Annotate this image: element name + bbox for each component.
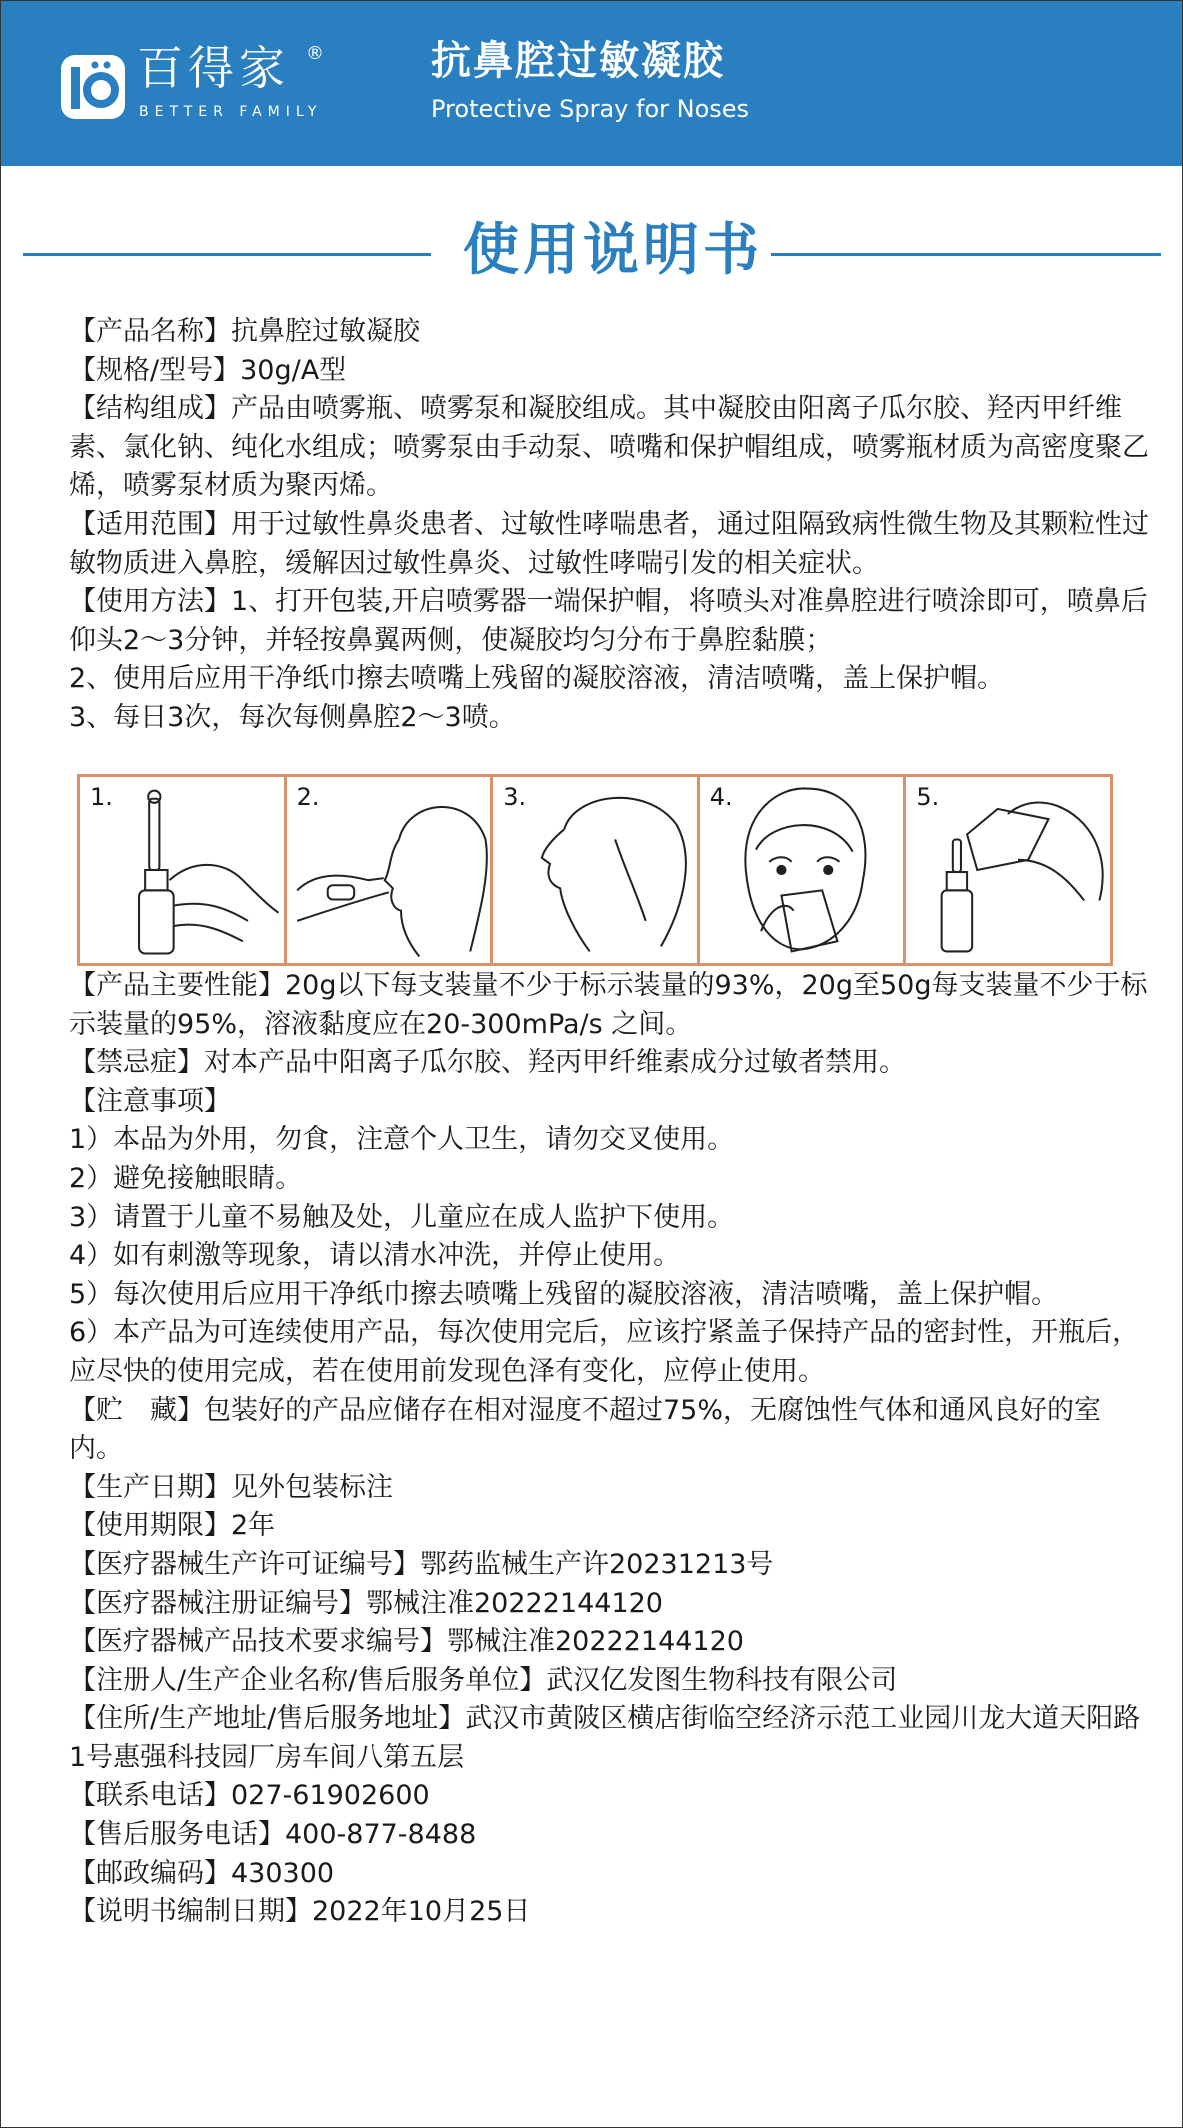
paragraph: 【产品主要性能】20g以下每支装量不少于标示装量的93%，20g至50g每支装量不少于标示装量的95%，溶液黏度应在20-300mPa/s 之间。 <box>69 970 1148 1040</box>
step-5-panel <box>906 777 1110 963</box>
brand-logo-icon <box>59 53 127 121</box>
paragraph: 【适用范围】用于过敏性鼻炎患者、过敏性哮喘患者，通过阻隔致病性微生物及其颗粒性过敏物质进入鼻腔，缓解因过敏性鼻炎、过敏性哮喘引发的相关症状。 <box>69 508 1149 579</box>
paragraph: 4）如有刺激等现象，请以清水冲洗，并停止使用。 <box>69 1240 681 1272</box>
product-name-en: Protective Spray for Noses <box>431 95 750 123</box>
step-4-panel <box>700 777 907 963</box>
product-name-cn: 抗鼻腔过敏凝胶 <box>431 38 725 84</box>
paragraph: 2）避免接触眼睛。 <box>69 1162 303 1194</box>
page-title: 使用说明书 <box>463 218 763 283</box>
paragraph: 【注意事项】 <box>69 1085 231 1117</box>
paragraph: 【售后服务电话】400-877-8488 <box>69 1819 477 1851</box>
paragraph: 【医疗器械生产许可证编号】鄂药监械生产许20231213号 <box>69 1548 774 1580</box>
paragraph: 【生产日期】见外包装标注 <box>69 1471 393 1503</box>
paragraph: 【注册人/生产企业名称/售后服务单位】武汉亿发图生物科技有限公司 <box>69 1664 898 1696</box>
paragraph: 【医疗器械注册证编号】鄂械注准20222144120 <box>69 1587 663 1619</box>
spray-bottle-hand-icon <box>80 777 284 963</box>
paragraph: 3、每日3次，每次每侧鼻腔2～3喷。 <box>69 701 516 733</box>
instructions-part-2 <box>69 967 1149 1932</box>
step-number: 2. <box>296 783 320 811</box>
paragraph: 【说明书编制日期】2022年10月25日 <box>69 1896 531 1928</box>
paragraph: 【贮 藏】包装好的产品应储存在相对湿度不超过75%，无腐蚀性气体和通风良好的室内。 <box>69 1394 1102 1465</box>
step-1-panel <box>80 777 287 963</box>
usage-steps-illustration <box>77 774 1113 966</box>
registered-mark: ® <box>306 43 324 64</box>
paragraph: 2、使用后应用干净纸巾擦去喷嘴上残留的凝胶溶液，清洁喷嘴，盖上保护帽。 <box>69 663 1005 695</box>
paragraph: 5）每次使用后应用干净纸巾擦去喷嘴上残留的凝胶溶液，清洁喷嘴，盖上保护帽。 <box>69 1278 1059 1310</box>
spraying-nose-face-icon <box>287 777 491 963</box>
paragraph: 【医疗器械产品技术要求编号】鄂械注准20222144120 <box>69 1626 744 1658</box>
paragraph: 【产品名称】抗鼻腔过敏凝胶 <box>69 316 420 347</box>
step-number: 3. <box>503 783 527 811</box>
title-divider-right <box>771 253 1161 256</box>
title-row <box>23 216 1161 286</box>
paragraph: 【邮政编码】430300 <box>69 1857 335 1889</box>
instructions-part-1 <box>69 313 1149 738</box>
clean-nozzle-icon <box>906 777 1110 963</box>
paragraph: 【规格/型号】30g/A型 <box>69 354 347 386</box>
step-number: 1. <box>90 783 113 811</box>
paragraph: 【住所/生产地址/售后服务地址】武汉市黄陂区横店街临空经济示范工业园川龙大道天阳路1号惠强科技园厂房车间八第五层 <box>69 1703 1141 1773</box>
wipe-nose-face-icon <box>700 777 904 963</box>
head-tilt-back-icon <box>493 777 697 963</box>
paragraph: 3）请置于儿童不易触及处，儿童应在成人监护下使用。 <box>69 1201 735 1233</box>
step-number: 5. <box>916 783 940 811</box>
brand-name-en: BETTER FAMILY <box>139 104 323 120</box>
paragraph: 6）本产品为可连续使用产品，每次使用完后，应该拧紧盖子保持产品的密封性，开瓶后，应尽快的使用完成，若在使用前发现色泽有变化，应停止使用。 <box>69 1317 1140 1387</box>
step-3-panel <box>493 777 700 963</box>
brand-name-cn: 百得家 <box>137 41 290 95</box>
header-banner <box>1 1 1182 166</box>
paragraph: 【禁忌症】对本产品中阳离子瓜尔胶、羟丙甲纤维素成分过敏者禁用。 <box>69 1047 906 1079</box>
paragraph: 【使用方法】1、打开包装,开启喷雾器一端保护帽，将喷头对准鼻腔进行喷涂即可，喷鼻后仰头2～3分钟，并轻按鼻翼两侧，使凝胶均匀分布于鼻腔黏膜； <box>69 586 1148 656</box>
paragraph: 【结构组成】产品由喷雾瓶、喷雾泵和凝胶组成。其中凝胶由阳离子瓜尔胶、羟丙甲纤维素、氯化钠、纯化水组成；喷雾泵由手动泵、喷嘴和保护帽组成，喷雾瓶材质为高密度聚乙烯，喷雾泵材质为聚丙烯。 <box>69 393 1149 502</box>
paragraph: 【联系电话】027-61902600 <box>69 1780 430 1812</box>
step-number: 4. <box>709 783 733 811</box>
paragraph: 【使用期限】2年 <box>69 1510 276 1542</box>
title-divider-left <box>23 253 431 256</box>
step-2-panel <box>287 777 494 963</box>
paragraph: 1）本品为外用，勿食，注意个人卫生，请勿交叉使用。 <box>69 1124 735 1156</box>
